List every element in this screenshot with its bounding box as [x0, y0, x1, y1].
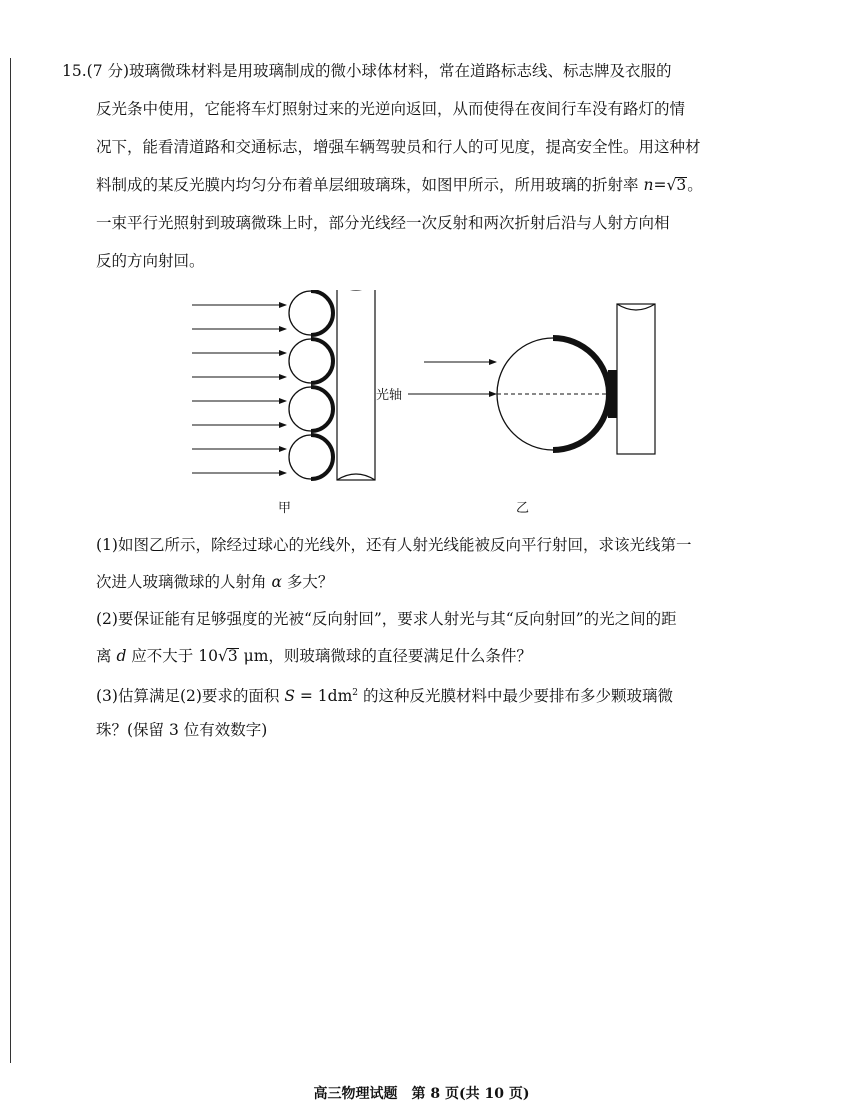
- problem-line-6: 反的方向射回。: [96, 252, 205, 270]
- refractive-index-symbol: n: [643, 176, 654, 194]
- q3-line-2: 珠？(保留 3 位有效数字): [96, 721, 268, 739]
- question-3: [96, 675, 766, 749]
- problem-line-3: 况下，能看清道路和交通标志，增强车辆驾驶员和行人的可见度，提高安全性。用这种材: [96, 138, 701, 156]
- q2-a: 离: [96, 647, 117, 665]
- incident-rays-jia: [192, 305, 286, 473]
- q2-line-2: 离 d 应不大于 10√3 μm，则玻璃微球的直径要满足什么条件？: [96, 647, 532, 665]
- substrate-yi: [617, 304, 655, 454]
- refractive-index-end: 。: [687, 176, 703, 194]
- problem-line-4: 料制成的某反光膜内均匀分布着单层细玻璃珠，如图甲所示，所用玻璃的折射率 n=√3。: [96, 176, 703, 194]
- q1-line-2-text: 次进人玻璃微球的人射角: [96, 573, 267, 591]
- q3-line-1: [96, 675, 766, 712]
- figure-svg: [190, 290, 660, 520]
- q2-c: μm，则玻璃微球的直径要满足什么条件？: [238, 647, 532, 665]
- q1-line-2: [96, 564, 766, 601]
- q3-b: = 1dm: [294, 687, 353, 706]
- q2-line-1: (2)要保证能有足够强度的光被“反向射回”，要求人射光与其“反向射回”的光之间的距: [96, 610, 677, 628]
- problem-line-5: 一束平行光照射到玻璃微珠上时，部分光线经一次反射和两次折射后沿与人射方向相: [96, 214, 670, 232]
- figure-yi: [376, 304, 655, 516]
- refractive-index-value: 3: [676, 176, 687, 194]
- optical-axis-label: 光轴: [376, 388, 403, 403]
- contact-pad-yi: [608, 370, 617, 418]
- left-margin-rule: [10, 58, 11, 1063]
- angle-alpha: α: [271, 573, 282, 591]
- question-1: [96, 527, 766, 601]
- problem-line-1: 15.(7 分)玻璃微珠材料是用玻璃制成的微小球体材料，常在道路标志线、标志牌及衣服的: [62, 62, 672, 80]
- problem-15: [62, 52, 762, 280]
- q2-b: 应不大于 10: [126, 647, 218, 665]
- q1-line-1: (1)如图乙所示，除经过球心的光线外，还有人射光线能被反向平行射回，求该光线第一: [96, 536, 692, 554]
- q3-a: (3)估算满足(2)要求的面积: [96, 687, 285, 706]
- q3-sup: 2: [352, 688, 359, 698]
- figure-jia: [192, 290, 375, 516]
- problem-line-2: 反光条中使用，它能将车灯照射过来的光逆向返回，从而使得在夜间行车没有路灯的情: [96, 100, 686, 118]
- figure: [190, 290, 660, 520]
- distance-d: d: [116, 647, 127, 665]
- q2-sqrt-value: 3: [227, 647, 238, 665]
- page-footer: 高三物理试题 第 8 页(共 10 页): [313, 1086, 530, 1102]
- question-2: [96, 601, 766, 675]
- figure-label-jia: 甲: [278, 501, 292, 516]
- area-S: S: [284, 687, 295, 706]
- refractive-index-equals: =: [653, 176, 667, 194]
- figure-label-yi: 乙: [516, 501, 530, 516]
- substrate-jia: [337, 290, 375, 480]
- q3-c: 的这种反光膜材料中最少要排布多少颗玻璃微: [358, 687, 673, 706]
- problem-line-4-text: 料制成的某反光膜内均匀分布着单层细玻璃珠，如图甲所示，所用玻璃的折射率: [96, 176, 639, 194]
- q1-line-2-end: 多大？: [281, 573, 334, 591]
